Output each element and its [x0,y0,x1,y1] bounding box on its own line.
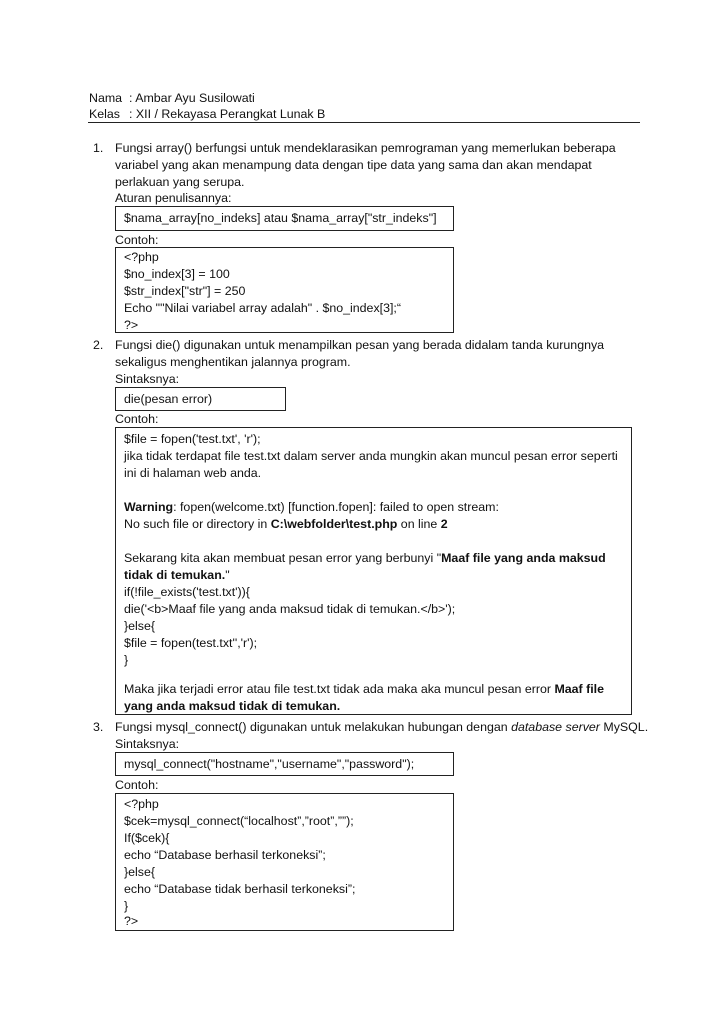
item-2-warning-line [124,499,499,516]
item-2-code-line-b1: if(!file_exists('test.txt')){ [124,585,250,599]
item-2-text-line-2: jika tidak terdapat file test.txt dalam server anda mungkin akan muncul pesan error seperti [124,449,618,463]
item-2-syntax-label: Sintaksnya: [115,372,180,386]
item-1-code-line-4: Echo ""Nilai variabel array adalah" . $no_index[3];“ [124,301,401,315]
sekarang-bold-1: Maaf file yang anda maksud [441,551,606,565]
item-2-code-line-b2: die('<b>Maaf file yang anda maksud tidak di temukan.</b>'); [124,602,456,616]
item-3-code-line-2: $cek=mysql_connect(“localhost”,”root”,””); [124,814,354,828]
item-3-example-box [115,793,454,931]
item-1-code-line-5: ?> [124,318,139,332]
item-3-code-line-4: echo “Database berhasil terkoneksi”; [124,848,326,862]
item-2-sekarang-line-1 [124,550,606,567]
item-3-syntax: mysql_connect("hostname","username","password"); [124,757,415,771]
nama-label: Nama [89,91,123,105]
item-3-para-pre: Fungsi mysql_connect() digunakan untuk melakukan hubungan dengan [115,720,512,734]
maka-bold-2: yang anda maksud tidak di temukan. [124,699,341,713]
kelas-label: Kelas [89,107,120,121]
warning-bold: Warning [124,500,174,514]
sekarang-post: " [225,568,230,582]
item-1-example-label: Contoh: [115,233,159,247]
item-2-syntax: die(pesan error) [124,392,213,406]
sekarang-pre: Sekarang kita akan membuat pesan error yang berbunyi " [124,551,442,565]
item-3-code-line-5: }else{ [124,865,156,879]
item-1-syntax-label: Aturan penulisannya: [115,191,232,205]
item-3-code-line-8: ?> [124,914,139,928]
item-1-example-box [115,247,454,333]
item-2-code-line-b3: }else{ [124,619,156,633]
nosuch-pre: No such file or directory in [124,517,271,531]
item-1-code-line-1: <?php [124,250,159,264]
item-1-syntax-box [115,206,454,231]
item-2-sekarang-line-2 [124,567,230,584]
item-1-code-line-3: $str_index["str"] = 250 [124,284,246,298]
item-2-para-line-2: sekaligus menghentikan jalannya program. [115,355,351,369]
item-1-code-line-2: $no_index[3] = 100 [124,267,230,281]
item-3-code-line-6: echo “Database tidak berhasil terkoneksi”; [124,882,356,896]
item-3-code-line-7: } [124,899,129,913]
maka-bold-1: Maaf file [554,682,605,696]
item-2-maka-line-2 [124,698,340,715]
item-2-text-line-3: ini di halaman web anda. [124,466,262,480]
nosuch-mid: on line [397,517,441,531]
item-3-number: 3. [93,720,104,734]
nosuch-path: C:\webfolder\test.php [270,517,398,531]
item-2-code-line-1: $file = fopen('test.txt', 'r'); [124,432,261,446]
warning-rest: : fopen(welcome.txt) [function.fopen]: failed to open stream: [173,500,499,514]
sekarang-bold-2: tidak di temukan. [124,568,226,582]
header-divider [88,122,640,123]
item-3-code-line-1: <?php [124,797,159,811]
item-3-syntax-label: Sintaksnya: [115,737,180,751]
item-2-number: 2. [93,338,104,352]
item-2-example-label: Contoh: [115,412,159,426]
item-2-maka-line-1 [124,681,604,698]
item-2-syntax-box [115,387,286,411]
item-1-para-line-3: perlakuan yang serupa. [115,175,245,189]
item-2-code-line-b5: } [124,653,129,667]
item-3-para-post: MySQL. [599,720,649,734]
item-1-para-line-2: variabel yang akan menampung data dengan tipe data yang sama dan akan mendapat [115,158,592,172]
nosuch-line-number: 2 [440,517,448,531]
item-3-para-line-1 [115,719,648,735]
item-3-code-line-3: If($cek){ [124,831,170,845]
item-1-para-line-1: Fungsi array() berfungsi untuk mendeklarasikan pemrograman yang memerlukan beberapa [115,141,616,155]
item-1-number: 1. [93,141,104,155]
item-2-example-box [115,427,632,715]
item-2-code-line-b4: $file = fopen(test.txt'','r'); [124,636,258,650]
item-2-para-line-1: Fungsi die() digunakan untuk menampilkan pesan yang berada didalam tanda kurungnya [115,338,605,352]
item-2-nosuch-line [124,516,448,533]
item-3-syntax-box [115,752,454,776]
item-3-para-italic: database server [511,720,600,734]
kelas-value: : XII / Rekayasa Perangkat Lunak B [129,107,326,121]
maka-pre: Maka jika terjadi error atau file test.txt tidak ada maka aka muncul pesan error [124,682,555,696]
item-3-example-label: Contoh: [115,778,159,792]
item-1-syntax: $nama_array[no_indeks] atau $nama_array["str_indeks"] [124,211,437,225]
nama-value: : Ambar Ayu Susilowati [129,91,255,105]
